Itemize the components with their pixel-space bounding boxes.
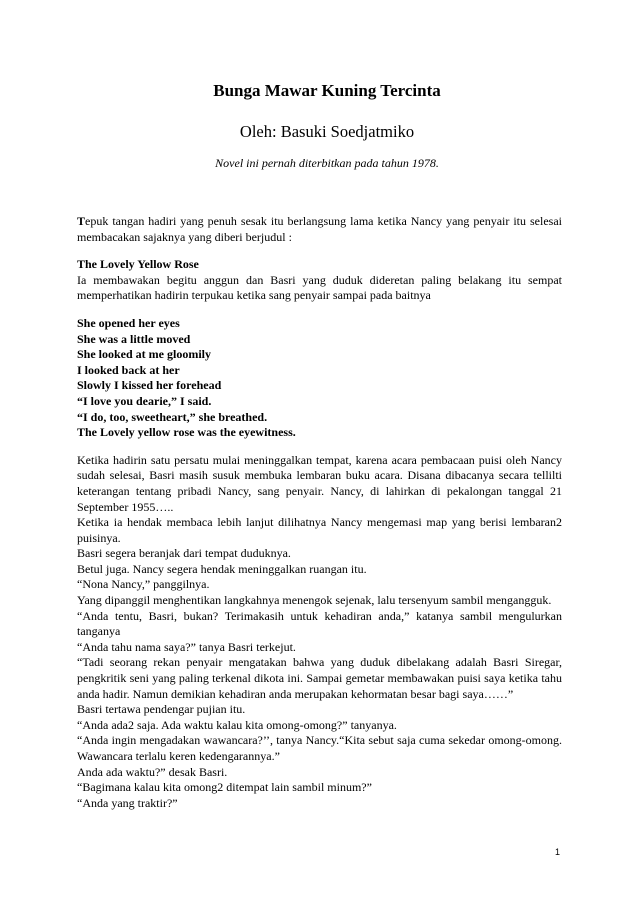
story-paragraph: Betul juga. Nancy segera hendak meninggalkan ruangan itu. [77,561,367,576]
poem-line: I looked back at her [77,362,180,377]
author-line: Oleh: Basuki Soedjatmiko [239,122,415,141]
story-paragraph: “Anda yang traktir?” [77,795,178,810]
story-paragraph: Ketika hadirin satu persatu mulai meninggalkan tempat, karena acara pembacaan puisi oleh Nancy sudah selesai, Basri masih susuk membuka lembaran buku acara. Disana dibacanya secara tellilti keterangan tentang pribadi Nancy, sang penyair. Nancy, di lahirkan di pekalongan tanggal 21 September 1955….. [77,452,562,514]
poem-line: She was a little moved [77,331,191,346]
document-body [77,214,562,811]
poem-line: “I love you dearie,” I said. [77,393,212,408]
story-paragraph: “Anda tentu, Basri, bukan? Terimakasih untuk kehadiran anda,” katanya sambil mengulurkan tanganya [77,608,562,639]
intro-paragraph [77,214,562,245]
poem-line: She opened her eyes [77,315,180,330]
poem-line: “I do, too, sweetheart,” she breathed. [77,409,268,424]
document-title: Bunga Mawar Kuning Tercinta [213,81,441,100]
story-paragraph: Basri segera beranjak dari tempat duduknya. [77,546,291,561]
story-paragraph: Yang dipanggil menghentikan langkahnya menengok sejenak, lalu tersenyum sambil mengangguk. [77,593,552,608]
intro2-paragraph: Ia membawakan begitu anggun dan Basri yang duduk dideretan paling belakang itu sempat memperhatikan hadirin terpukau ketika sang penyair sampai pada baitnya [77,272,562,303]
story-paragraph: Anda ada waktu?” desak Basri. [77,764,228,779]
story-paragraph: “Bagimana kalau kita omong2 ditempat lain sambil minum?” [77,780,372,795]
story-paragraph: Basri tertawa pendengar pujian itu. [77,702,246,717]
story-paragraph: “Tadi seorang rekan penyair mengatakan bahwa yang duduk dibelakang adalah Basri Siregar, pengkritik seni yang paling terkenal dikota ini. Sampai gemetar membawakan puisi saya ketika tahu anda hadir. Namun demikian kehadiran anda merupakan kehormatan besar bagi saya……” [77,655,562,701]
story-paragraph: “Anda ingin mengadakan wawancara?’’, tanya Nancy.“Kita sebut saja cuma sekedar omong-omong. Wawancara terlalu keren kedengarannya.” [77,733,562,763]
drop-letter: T [77,214,86,228]
publication-note: Novel ini pernah diterbitkan pada tahun 1978. [215,156,439,170]
story-paragraph: “Anda ada2 saja. Ada waktu kalau kita omong-omong?” tanyanya. [77,717,397,732]
intro-text: epuk tangan hadiri yang penuh sesak itu berlangsung lama ketika Nancy yang penyair itu selesai membacakan sajaknya yang diberi berjudul : [77,214,562,244]
poem-line: Slowly I kissed her forehead [77,378,222,393]
poem-block [77,316,562,441]
page-number: 1 [555,847,561,857]
poem-line: The Lovely yellow rose was the eyewitness. [77,425,296,440]
story-paragraph: “Nona Nancy,” panggilnya. [77,577,210,592]
story-paragraph: “Anda tahu nama saya?” tanya Basri terkejut. [77,639,296,654]
poem-line: She looked at me gloomily [77,347,211,362]
story-block [77,453,562,812]
story-paragraph: Ketika ia hendak membaca lebih lanjut dilihatnya Nancy mengemasi map yang berisi lembaran2 puisinya. [77,515,562,545]
poem-heading: The Lovely Yellow Rose [77,257,199,272]
